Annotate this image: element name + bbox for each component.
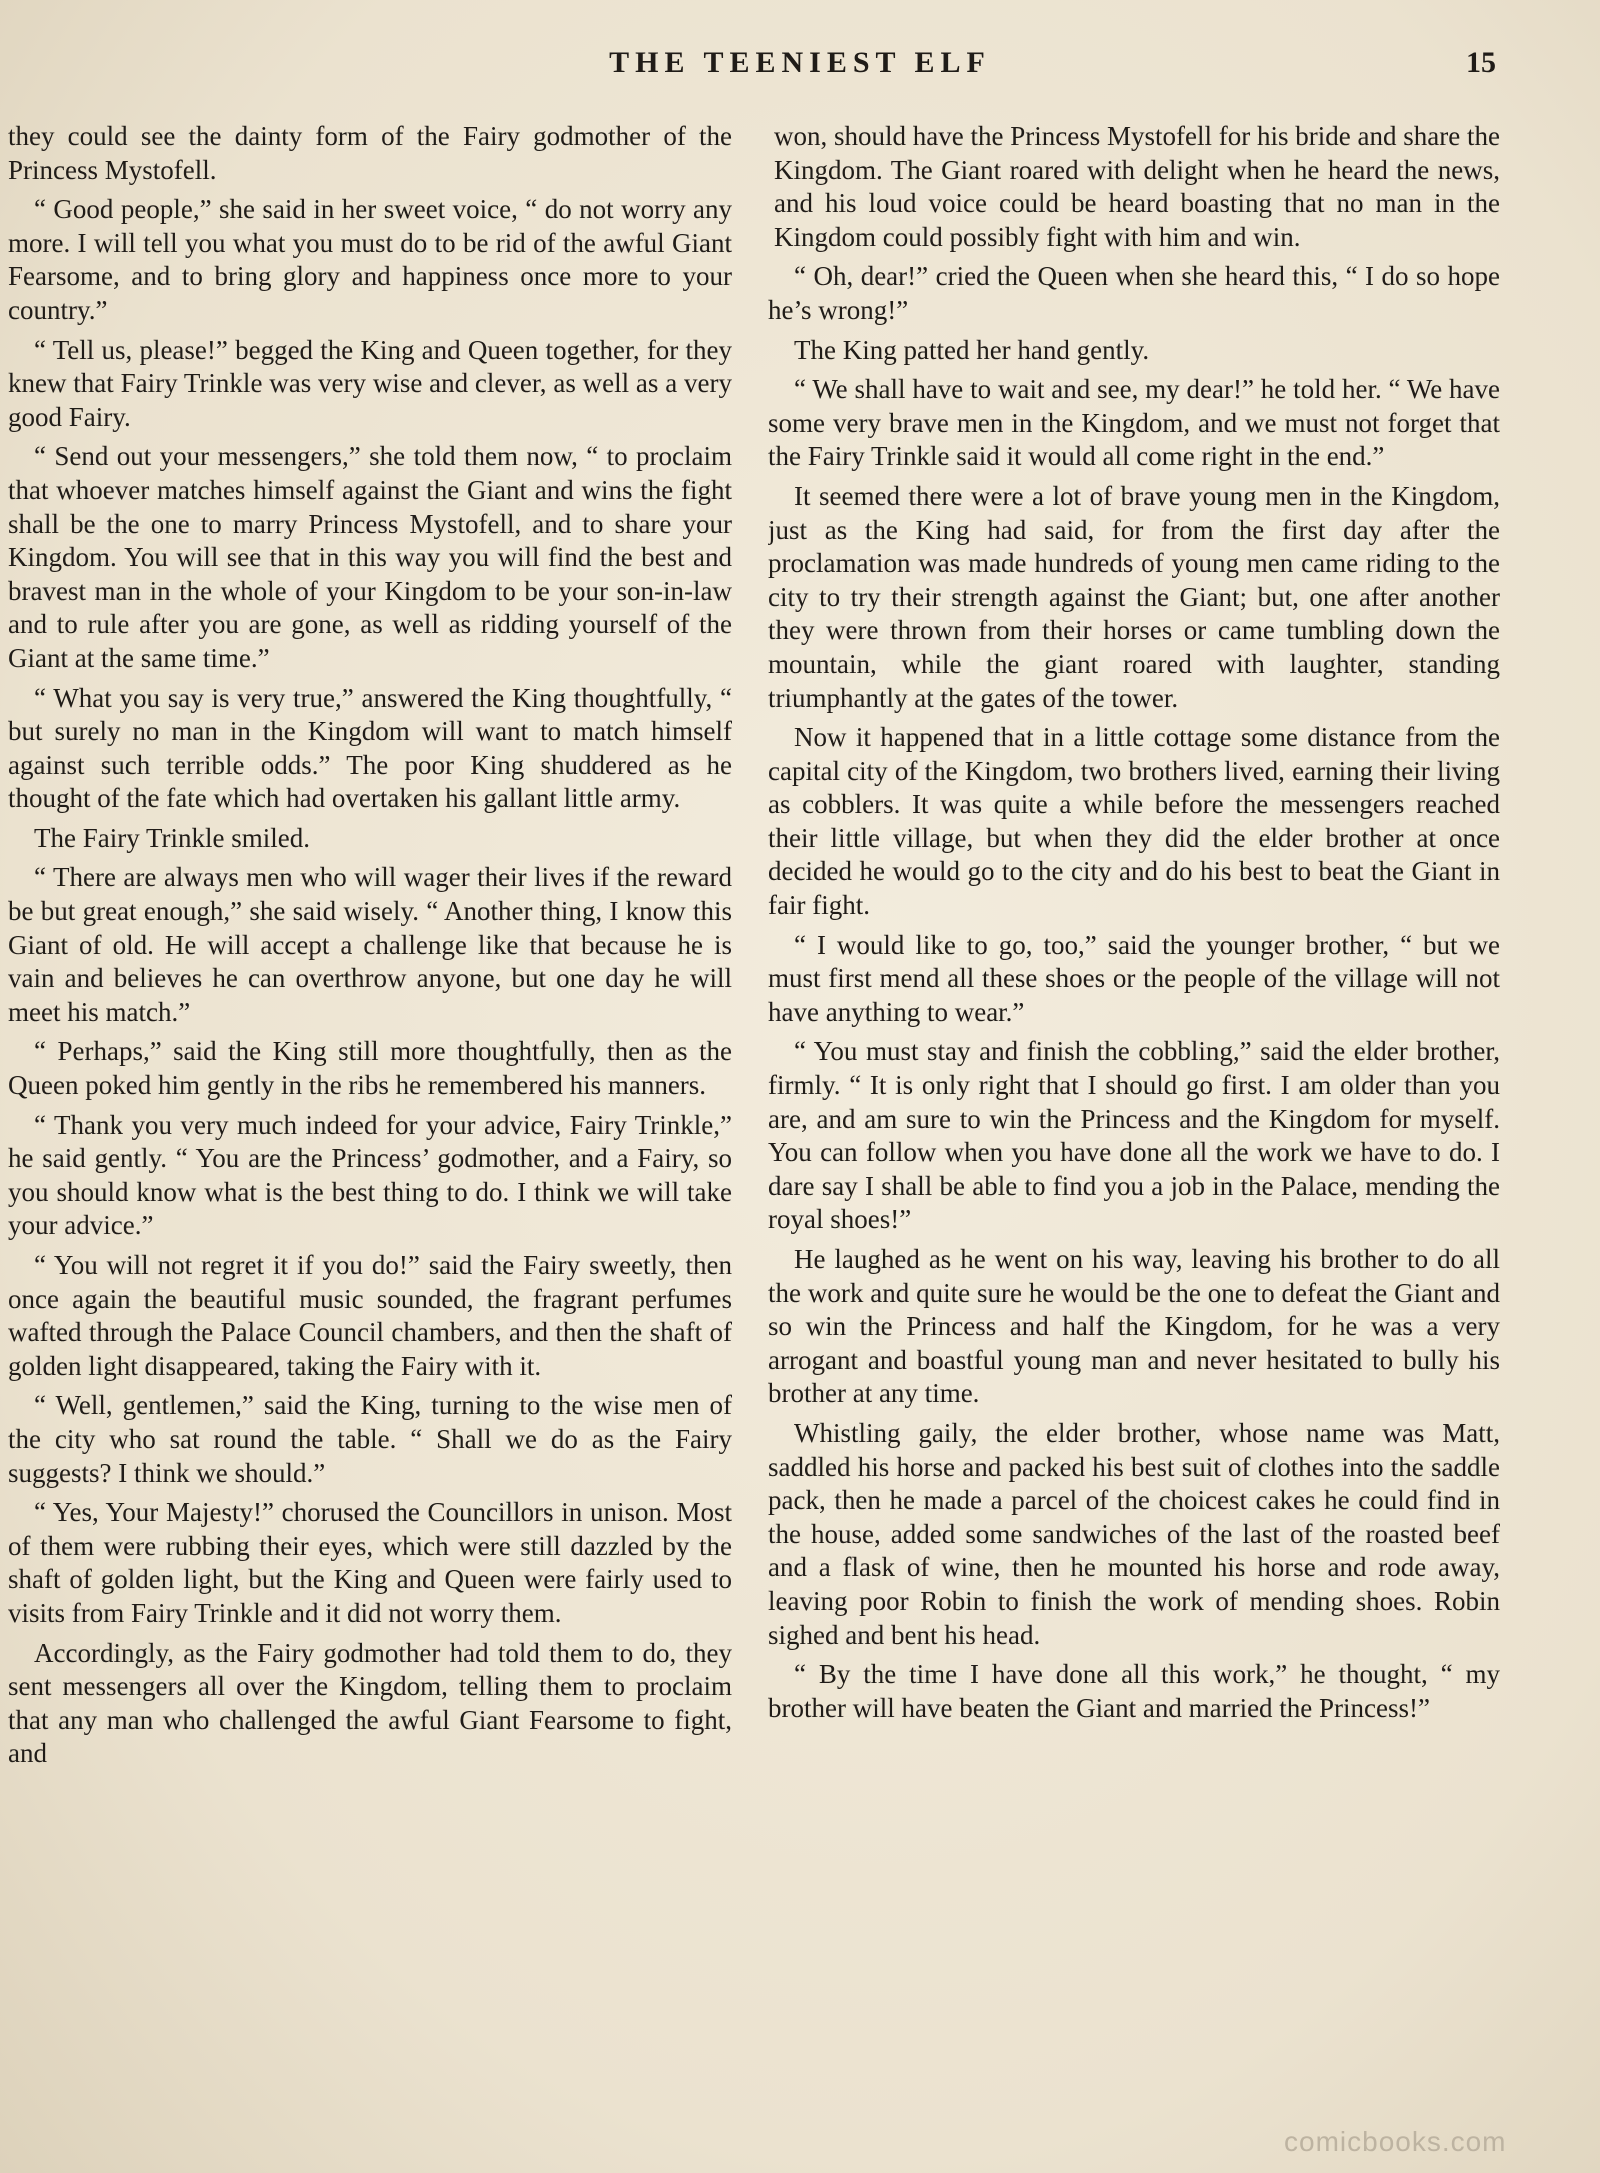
running-title: THE TEENIEST ELF <box>609 46 991 79</box>
paragraph: “ We shall have to wait and see, my dear!” he told her. “ We have some very brave men in the Kingdom, and we must not forget that the Fairy Trinkle said it would all come right in the end.” <box>768 374 1500 472</box>
paragraph: The Fairy Trinkle smiled. <box>34 822 310 853</box>
paragraph: Whistling gaily, the elder brother, whose name was Matt, saddled his horse and packed his best suit of clothes into the saddle pack, then he made a parcel of the choicest cakes he could find in the house, added some sandwiches of the last of the roasted beef and a flask of wine, then he mounted his horse and rode away, leaving poor Robin to finish the work of mending shoes. Robin sighed and bent his head. <box>768 1417 1500 1650</box>
paragraph: The King patted her hand gently. <box>794 334 1150 365</box>
page-number: 15 <box>1466 46 1496 79</box>
paragraph: Accordingly, as the Fairy godmother had told them to do, they sent messengers all over the Kingdom, telling them to proclaim that any man who challenged the awful Giant Fearsome to fight, and <box>8 1637 732 1769</box>
paragraph: “ By the time I have done all this work,” he thought, “ my brother will have beaten the Giant and married the Princess!” <box>768 1659 1500 1723</box>
paragraph: “ Thank you very much indeed for your advice, Fairy Trinkle,” he said gently. “ You are the Princess’ godmother, and a Fairy, so you should know what is the best thing to do. I think we will take your advice.” <box>8 1109 732 1241</box>
watermark: comicbooks.com <box>1284 2126 1507 2157</box>
running-header <box>0 46 1600 86</box>
paragraph: they could see the dainty form of the Fairy godmother of the Princess Mystofell. <box>8 121 732 185</box>
paragraph: “ Well, gentlemen,” said the King, turning to the wise men of the city who sat round the table. “ Shall we do as the Fairy suggests? I think we should.” <box>8 1390 732 1488</box>
paragraph: “ Perhaps,” said the King still more thoughtfully, then as the Queen poked him gently in the ribs he remembered his manners. <box>8 1036 732 1101</box>
paragraph: “ There are always men who will wager their lives if the reward be but great enough,” she said wisely. “ Another thing, I know this Giant of old. He will accept a challenge like that because he is vain and believes he can overthrow anyone, but one day he will meet his match.” <box>8 862 732 1027</box>
paragraph: He laughed as he went on his way, leaving his brother to do all the work and quite sure he would be the one to defeat the Giant and so win the Princess and half the Kingdom, for he was a very arrogant and boastful young man and never hesitated to bully his brother at any time. <box>768 1244 1500 1409</box>
paragraph: “ Send out your messengers,” she told them now, “ to proclaim that whoever matches himself against the Giant and wins the fight shall be the one to marry Princess Mystofell, and to share your Kingdom. You will see that in this way you will find the best and bravest man in the whole of your Kingdom to be your son-in-law and to rule after you are gone, as well as ridding yourself of the Giant at the same time.” <box>8 441 732 673</box>
paragraph: won, should have the Princess Mystofell for his bride and share the Kingdom. The Giant roared with delight when he heard the news, and his loud voice could be heard boasting that no man in the Kingdom could possibly fight with him and win. <box>774 121 1500 252</box>
paragraph: “ What you say is very true,” answered the King thoughtfully, “ but surely no man in the Kingdom will want to match himself against such terrible odds.” The poor King shuddered as he thought of the fate which had overtaken his gallant little army. <box>8 682 732 814</box>
right-text-column <box>768 120 1500 2110</box>
paragraph: It seemed there were a lot of brave young men in the Kingdom, just as the King had said, for from the first day after the proclamation was made hundreds of young men came riding to the city to try their strength against the Giant; but, one after another they were thrown from their horses or came tumbling down the mountain, while the giant roared with laughter, standing triumphantly at the gates of the tower. <box>768 480 1500 713</box>
paragraph: “ You will not regret it if you do!” said the Fairy sweetly, then once again the beautiful music sounded, the fragrant perfumes wafted through the Palace Council chambers, and then the shaft of golden light disappeared, taking the Fairy with it. <box>8 1250 732 1381</box>
paragraph: “ You must stay and finish the cobbling,” said the elder brother, firmly. “ It is only right that I should go first. I am older than you are, and am sure to win the Princess and the Kingdom for myself. You can follow when you have done all the work we have to do. I dare say I shall be able to find you a job in the Palace, mending the royal shoes!” <box>768 1036 1500 1235</box>
paragraph: “ I would like to go, too,” said the younger brother, “ but we must first mend all these shoes or the people of the village will not have anything to wear.” <box>768 929 1500 1027</box>
left-text-column <box>0 120 732 2110</box>
paragraph: “ Good people,” she said in her sweet voice, “ do not worry any more. I will tell you what you must do to be rid of the awful Giant Fearsome, and to bring glory and happiness once more to your country.” <box>8 194 732 325</box>
paragraph: “ Oh, dear!” cried the Queen when she heard this, “ I do so hope he’s wrong!” <box>768 261 1500 325</box>
paragraph: Now it happened that in a little cottage some distance from the capital city of the Kingdom, two brothers lived, earning their living as cobblers. It was quite a while before the messengers reached their little village, but when they did the elder brother at once decided he would go to the city and do his best to beat the Giant in fair fight. <box>768 722 1500 921</box>
paragraph: “ Yes, Your Majesty!” chorused the Councillors in unison. Most of them were rubbing their eyes, which were still dazzled by the shaft of golden light, but the King and Queen were fairly used to visits from Fairy Trinkle and it did not worry them. <box>8 1497 732 1628</box>
paragraph: “ Tell us, please!” begged the King and Queen together, for they knew that Fairy Trinkle was very wise and clever, as well as a very good Fairy. <box>8 334 732 432</box>
